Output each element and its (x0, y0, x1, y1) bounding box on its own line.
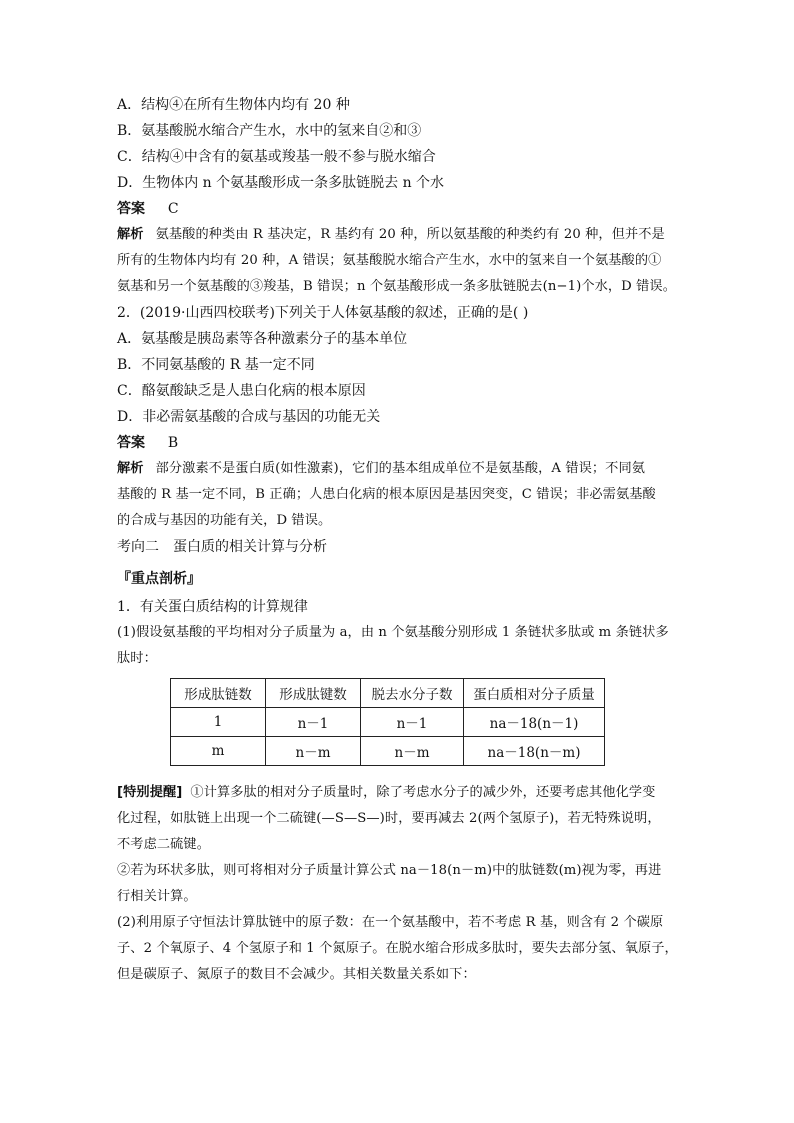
table-cell: n－1 (266, 708, 361, 737)
answer-label: 答案 (117, 435, 145, 451)
q1-analysis (117, 222, 679, 300)
table-cell: n－m (266, 737, 361, 766)
para-2-line-2: 子、2 个氧原子、4 个氢原子和 1 个氮原子。在脱水缩合形成多肽时，要失去部分氢、氧原子， (117, 941, 678, 956)
table-cell: na－18(n－m) (464, 737, 605, 766)
q2-option-a: A．氨基酸是胰岛素等各种激素分子的基本单位 (117, 331, 408, 347)
q1-options (117, 92, 679, 196)
q1-option-c: C．结构④中含有的氨基或羧基一般不参与脱水缩合 (117, 149, 436, 165)
special-tip-line-1 (117, 780, 679, 806)
analysis-text: 氨基酸的种类由 R 基决定，R 基约有 20 种，所以氨基酸的种类约有 20 种，但并不是 (155, 227, 665, 242)
q2-analysis-line-1 (117, 456, 679, 482)
answer-value: C (167, 201, 179, 217)
q1-analysis-line-1 (117, 222, 679, 248)
special-tip-line-3: 不考虑二硫键。 (117, 837, 211, 852)
para-2 (117, 910, 679, 988)
table-header: 形成肽链数 (171, 679, 266, 708)
key-analysis-heading: 『重点剖析』 (117, 571, 201, 587)
q1-analysis-line-2: 所有的生物体内均有 20 种，A 错误；氨基酸脱水缩合产生水，水中的氢来自一个氨基酸的① (117, 253, 662, 268)
para-1 (117, 620, 679, 672)
special-tip-label: [特别提醒] (117, 785, 183, 800)
special-tip-line-4: ②若为环状多肽，则可将相对分子质量计算公式 na－18(n－m)中的肽链数(m)视为零，再进 (117, 863, 662, 878)
q2-analysis-line-2: 基酸的 R 基一定不同，B 正确；人患白化病的根本原因是基因突变，C 错误；非必需氨基酸 (117, 487, 656, 502)
q2-analysis (117, 456, 679, 534)
table-header: 形成肽键数 (266, 679, 361, 708)
analysis-label: 解析 (117, 461, 144, 476)
document-page (117, 92, 679, 988)
q1-option-d: D．生物体内 n 个氨基酸形成一条多肽链脱去 n 个水 (117, 175, 445, 191)
q1-option-b: B．氨基酸脱水缩合产生水，水中的氢来自②和③ (117, 123, 422, 139)
q1-analysis-line-3: 氨基和另一个氨基酸的③羧基，B 错误；n 个氨基酸形成一条多肽链脱去(n−1)个水，D 错误。 (117, 279, 677, 294)
answer-value: B (167, 435, 179, 451)
para-1-line-1: (1)假设氨基酸的平均相对分子质量为 a，由 n 个氨基酸分别形成 1 条链状多肽或 m 条链状多 (117, 625, 669, 640)
table-row (171, 737, 605, 766)
table-header-row (171, 679, 605, 708)
answer-label: 答案 (117, 201, 145, 217)
table-cell: 1 (171, 708, 266, 737)
q2-option-b: B．不同氨基酸的 R 基一定不同 (117, 357, 315, 373)
table-header: 蛋白质相对分子质量 (464, 679, 605, 708)
calculation-table (170, 678, 605, 766)
special-tip-line-5: 行相关计算。 (117, 889, 197, 904)
table-cell: n－1 (361, 708, 464, 737)
table-header: 脱去水分子数 (361, 679, 464, 708)
q2-option-c: C．酪氨酸缺乏是人患白化病的根本原因 (117, 383, 366, 399)
para-2-line-1: (2)利用原子守恒法计算肽链中的原子数：在一个氨基酸中，若不考虑 R 基，则含有 2 个碳原 (117, 915, 664, 930)
section-title: 考向二 蛋白质的相关计算与分析 (117, 539, 327, 555)
table-row (171, 708, 605, 737)
table-cell: n－m (361, 737, 464, 766)
q2-options (117, 326, 679, 430)
special-tip (117, 780, 679, 910)
para-1-line-2: 肽时： (117, 651, 157, 666)
analysis-text: 部分激素不是蛋白质(如性激素)，它们的基本组成单位不是氨基酸，A 错误；不同氨 (155, 461, 646, 476)
q2-option-d: D．非必需氨基酸的合成与基因的功能无关 (117, 409, 381, 425)
q1-answer (117, 196, 679, 222)
para-2-line-3: 但是碳原子、氮原子的数目不会减少。其相关数量关系如下： (117, 967, 476, 982)
rule-title: 1．有关蛋白质结构的计算规律 (117, 599, 308, 615)
special-tip-text: ①计算多肽的相对分子质量时，除了考虑水分子的减少外，还要考虑其他化学变 (190, 785, 656, 800)
analysis-label: 解析 (117, 227, 144, 242)
q2-analysis-line-3: 的合成与基因的功能有关，D 错误。 (117, 513, 332, 528)
special-tip-line-2: 化过程，如肽链上出现一个二硫键(—S—S—)时，要再减去 2(两个氢原子)，若无特殊说明， (117, 811, 661, 826)
q2-stem: 2．(2019·山西四校联考)下列关于人体氨基酸的叙述，正确的是( ) (117, 305, 529, 321)
q1-option-a: A．结构④在所有生物体内均有 20 种 (117, 97, 350, 113)
table-cell: m (171, 737, 266, 766)
table-cell: na－18(n－1) (464, 708, 605, 737)
q2-answer (117, 430, 679, 456)
